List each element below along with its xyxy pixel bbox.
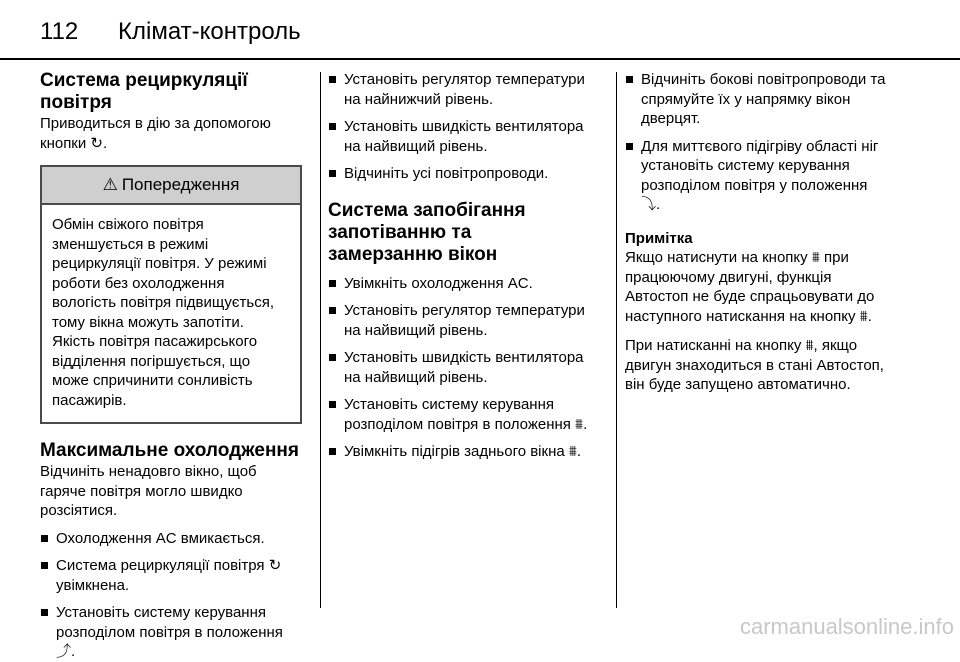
defog-list-cont bbox=[625, 70, 887, 215]
page-header bbox=[40, 12, 301, 52]
list-item: Відчиніть бокові повітропроводи та спрямуйте їх у напрямку вікон дверцят. bbox=[625, 70, 887, 129]
warning-box bbox=[40, 165, 302, 424]
list-item: Для миттєвого підігріву області ніг установіть систему керування розподілом повітря у положення ⤵. bbox=[625, 137, 887, 215]
section-title-defog: Система запобігання запотіванню та замерзанню вікон bbox=[328, 199, 526, 265]
column-left bbox=[40, 70, 302, 662]
list-item: Відчиніть усі повітропроводи. bbox=[328, 164, 590, 184]
list-item: Увімкніть охолодження AC. bbox=[328, 274, 590, 294]
column-middle bbox=[328, 70, 590, 462]
list-item: Установіть регулятор температури на найвищий рівень. bbox=[328, 301, 590, 340]
note-title: Примітка bbox=[625, 229, 693, 247]
page-number: 112 bbox=[40, 18, 79, 45]
section-text-max-cooling: Відчиніть ненадовго вікно, щоб гаряче повітря могло швидко розсіятися. bbox=[40, 463, 257, 519]
list-item: Система рециркуляції повітря ↻ увімкнена. bbox=[40, 556, 302, 595]
defog-list bbox=[328, 274, 590, 462]
list-item: Установіть швидкість вентилятора на найвищий рівень. bbox=[328, 348, 590, 387]
section-title-recirculation: Система рециркуляції повітря bbox=[40, 70, 248, 113]
note-text-2: При натисканні на кнопку ⩩, якщо двигун знаходиться в стані Автостоп, він буде запущено автоматично. bbox=[625, 337, 884, 393]
list-item: Увімкніть підігрів заднього вікна ⩩. bbox=[328, 442, 590, 462]
list-item: Охолодження AC вмикається. bbox=[40, 529, 302, 549]
column-divider bbox=[320, 72, 321, 608]
warning-text: Обмін свіжого повітря зменшується в режимі рециркуляції повітря. У режимі роботи без охолодження вологість повітря підвищується, тому вікна можуть запотіти. Якість повітря пасажирського відділення погіршується, що може спричинити сонливість пасажирів. bbox=[52, 216, 275, 409]
page-title: Клімат-контроль bbox=[118, 18, 301, 45]
warning-header bbox=[42, 167, 300, 205]
list-item: Установіть регулятор температури на найнижчий рівень. bbox=[328, 70, 590, 109]
section-title-max-cooling: Максимальне охолодження bbox=[40, 440, 299, 461]
note-text: Якщо натиснути на кнопку ⩩ при працюючому двигуні, функція Автостоп не буде спрацьовувати до наступного натискання на кнопку ⩩. bbox=[625, 249, 875, 325]
list-item: Установіть швидкість вентилятора на найвищий рівень. bbox=[328, 117, 590, 156]
list-item: Установіть систему керування розподілом повітря в положення ⩩. bbox=[328, 395, 590, 434]
header-rule bbox=[0, 58, 960, 60]
column-right bbox=[625, 70, 887, 395]
watermark: carmanualsonline.info bbox=[739, 614, 954, 639]
section-text-recirculation: Приводиться в дію за допомогою кнопки ↻. bbox=[40, 115, 271, 152]
list-item: Установіть систему керування розподілом повітря в положення ⤴. bbox=[40, 603, 302, 662]
max-cooling-list-cont bbox=[328, 70, 590, 184]
warning-title: Попередження bbox=[121, 175, 240, 195]
warning-triangle-icon: ⚠ bbox=[102, 175, 118, 195]
column-divider bbox=[616, 72, 617, 608]
